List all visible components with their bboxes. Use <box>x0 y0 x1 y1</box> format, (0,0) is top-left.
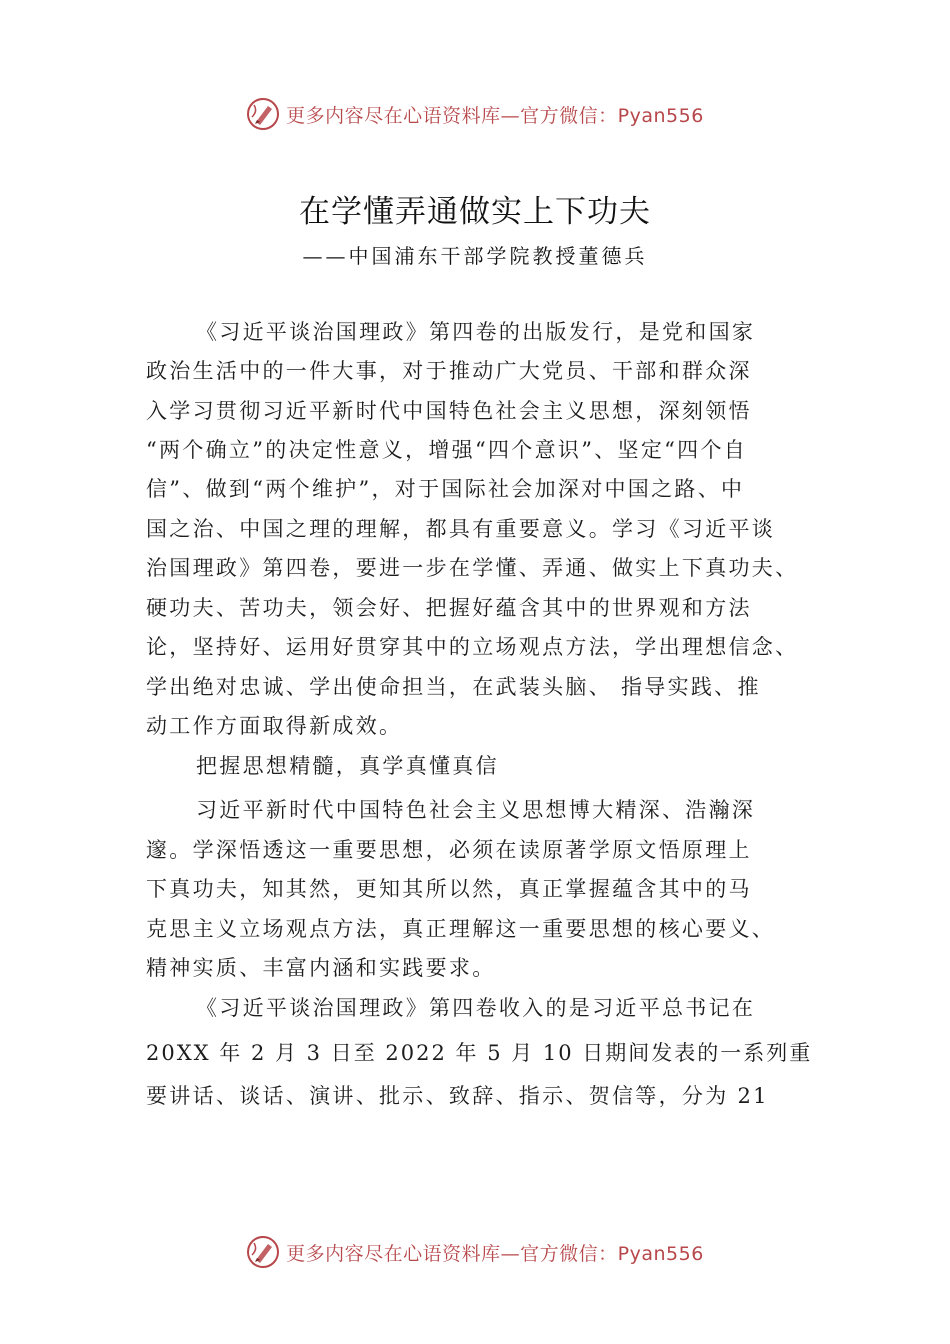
body-line: 精神实质、丰富内涵和实践要求。 <box>146 956 496 980</box>
article-byline: ——中国浦东干部学院教授董德兵 <box>302 244 648 268</box>
body-line: 《习近平谈治国理政》第四卷的出版发行，是党和国家 <box>196 320 756 344</box>
watermark-text <box>286 1239 704 1266</box>
article-title: 在学懂弄通做实上下功夫 <box>299 194 651 230</box>
body-line: 国之治、中国之理的理解，都具有重要意义。学习《习近平谈 <box>146 517 776 541</box>
fountain-pen-icon <box>246 1235 280 1269</box>
watermark-label: 更多内容尽在心语资料库—官方微信： <box>286 1242 618 1265</box>
header-watermark-banner <box>0 94 950 134</box>
body-line: 信”、做到“两个维护”，对于国际社会加深对中国之路、中 <box>146 477 745 501</box>
body-line: 下真功夫，知其然，更知其所以然，真正掌握蕴含其中的马 <box>146 877 752 901</box>
body-line: 学出绝对忠诚、学出使命担当，在武装头脑、 指导实践、推 <box>146 675 761 699</box>
body-line: 硬功夫、苦功夫，领会好、把握好蕴含其中的世界观和方法 <box>146 596 752 620</box>
watermark-text <box>286 101 704 128</box>
watermark-label: 更多内容尽在心语资料库—官方微信： <box>286 104 618 127</box>
fountain-pen-icon <box>246 97 280 131</box>
body-line: 习近平新时代中国特色社会主义思想博大精深、浩瀚深 <box>196 798 756 822</box>
body-line: 动工作方面取得新成效。 <box>146 714 403 738</box>
wechat-id: Pyan556 <box>617 104 704 127</box>
body-line: 克思主义立场观点方法，真正理解这一重要思想的核心要义、 <box>146 917 776 941</box>
footer-watermark-banner <box>0 1232 950 1272</box>
wechat-id: Pyan556 <box>617 1242 704 1265</box>
body-line: 政治生活中的一件大事，对于推动广大党员、干部和群众深 <box>146 359 752 383</box>
section-heading: 把握思想精髓，真学真懂真信 <box>196 754 499 778</box>
body-line: 《习近平谈治国理政》第四卷收入的是习近平总书记在 <box>196 996 756 1020</box>
body-line: 治国理政》第四卷，要进一步在学懂、弄通、做实上下真功夫、 <box>146 556 799 580</box>
body-line: 20XX 年 2 月 3 日至 2022 年 5 月 10 日期间发表的一系列重 <box>146 1041 813 1065</box>
body-line: “两个确立”的决定性意义，增强“四个意识”、坚定“四个自 <box>146 438 748 462</box>
body-line: 论，坚持好、运用好贯穿其中的立场观点方法，学出理想信念、 <box>146 635 799 659</box>
body-line: 要讲话、谈话、演讲、批示、致辞、指示、贺信等，分为 21 <box>146 1084 769 1108</box>
body-line: 入学习贯彻习近平新时代中国特色社会主义思想，深刻领悟 <box>146 399 752 423</box>
body-line: 邃。学深悟透这一重要思想，必须在读原著学原文悟原理上 <box>146 838 752 862</box>
